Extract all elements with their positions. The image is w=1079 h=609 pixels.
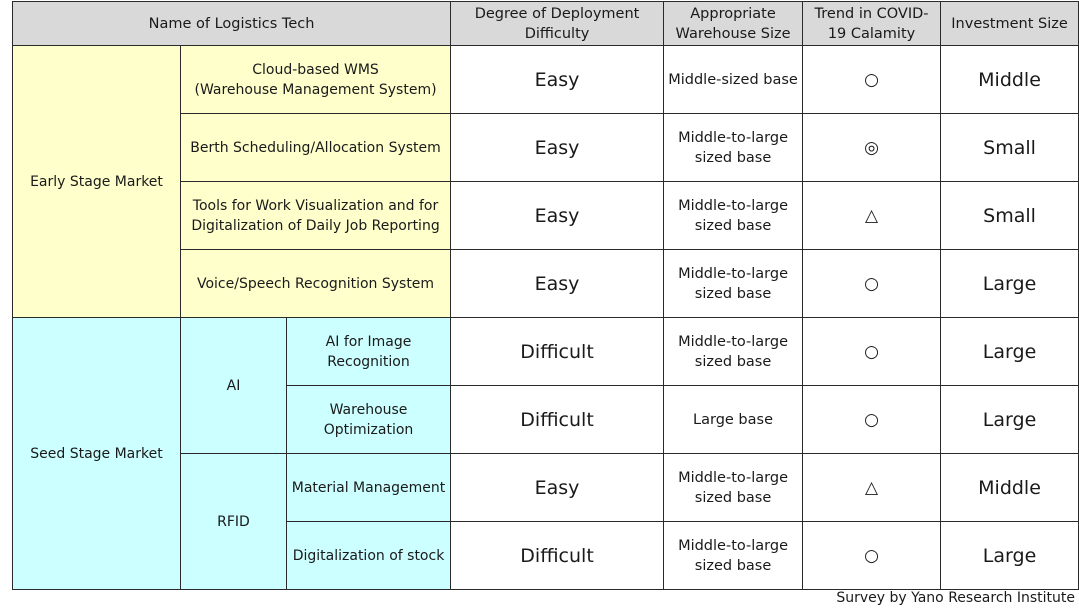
tech-name: Cloud-based WMS (Warehouse Management System) (181, 46, 451, 114)
investment-cell: Middle (941, 454, 1079, 522)
tech-name: Tools for Work Visualization and for Digitalization of Daily Job Reporting (181, 182, 451, 250)
warehouse-cell: Middle-to-large sized base (664, 114, 803, 182)
warehouse-cell: Large base (664, 386, 803, 454)
investment-cell: Large (941, 318, 1079, 386)
investment-cell: Middle (941, 46, 1079, 114)
tech-name: Berth Scheduling/Allocation System (181, 114, 451, 182)
table-row (13, 46, 1079, 114)
warehouse-cell: Middle-to-large sized base (664, 454, 803, 522)
logistics-tech-table (12, 1, 1079, 590)
difficulty-cell: Easy (451, 46, 664, 114)
warehouse-cell: Middle-to-large sized base (664, 318, 803, 386)
subgroup-ai: AI (181, 318, 287, 454)
table-row (13, 318, 1079, 386)
trend-cell: ○ (803, 46, 941, 114)
table-header-row (13, 2, 1079, 46)
difficulty-cell: Difficult (451, 522, 664, 590)
tech-name: Material Management (287, 454, 451, 522)
trend-cell: ○ (803, 250, 941, 318)
header-difficulty: Degree of Deployment Difficulty (451, 2, 664, 46)
header-trend: Trend in COVID-19 Calamity (803, 2, 941, 46)
source-credit: Survey by Yano Research Institute (836, 590, 1075, 606)
header-investment: Investment Size (941, 2, 1079, 46)
investment-cell: Large (941, 386, 1079, 454)
warehouse-cell: Middle-to-large sized base (664, 182, 803, 250)
group-seed-stage: Seed Stage Market (13, 318, 181, 590)
warehouse-cell: Middle-to-large sized base (664, 522, 803, 590)
header-name: Name of Logistics Tech (13, 2, 451, 46)
tech-name: Voice/Speech Recognition System (181, 250, 451, 318)
tech-name: AI for Image Recognition (287, 318, 451, 386)
trend-cell: ◎ (803, 114, 941, 182)
difficulty-cell: Difficult (451, 386, 664, 454)
trend-cell: △ (803, 182, 941, 250)
tech-name: Digitalization of stock (287, 522, 451, 590)
difficulty-cell: Easy (451, 182, 664, 250)
difficulty-cell: Easy (451, 454, 664, 522)
subgroup-rfid: RFID (181, 454, 287, 590)
investment-cell: Small (941, 182, 1079, 250)
group-early-stage: Early Stage Market (13, 46, 181, 318)
header-warehouse: Appropriate Warehouse Size (664, 2, 803, 46)
warehouse-cell: Middle-sized base (664, 46, 803, 114)
trend-cell: ○ (803, 522, 941, 590)
difficulty-cell: Difficult (451, 318, 664, 386)
investment-cell: Large (941, 522, 1079, 590)
warehouse-cell: Middle-to-large sized base (664, 250, 803, 318)
difficulty-cell: Easy (451, 114, 664, 182)
investment-cell: Large (941, 250, 1079, 318)
difficulty-cell: Easy (451, 250, 664, 318)
tech-name: Warehouse Optimization (287, 386, 451, 454)
trend-cell: ○ (803, 386, 941, 454)
investment-cell: Small (941, 114, 1079, 182)
trend-cell: ○ (803, 318, 941, 386)
trend-cell: △ (803, 454, 941, 522)
